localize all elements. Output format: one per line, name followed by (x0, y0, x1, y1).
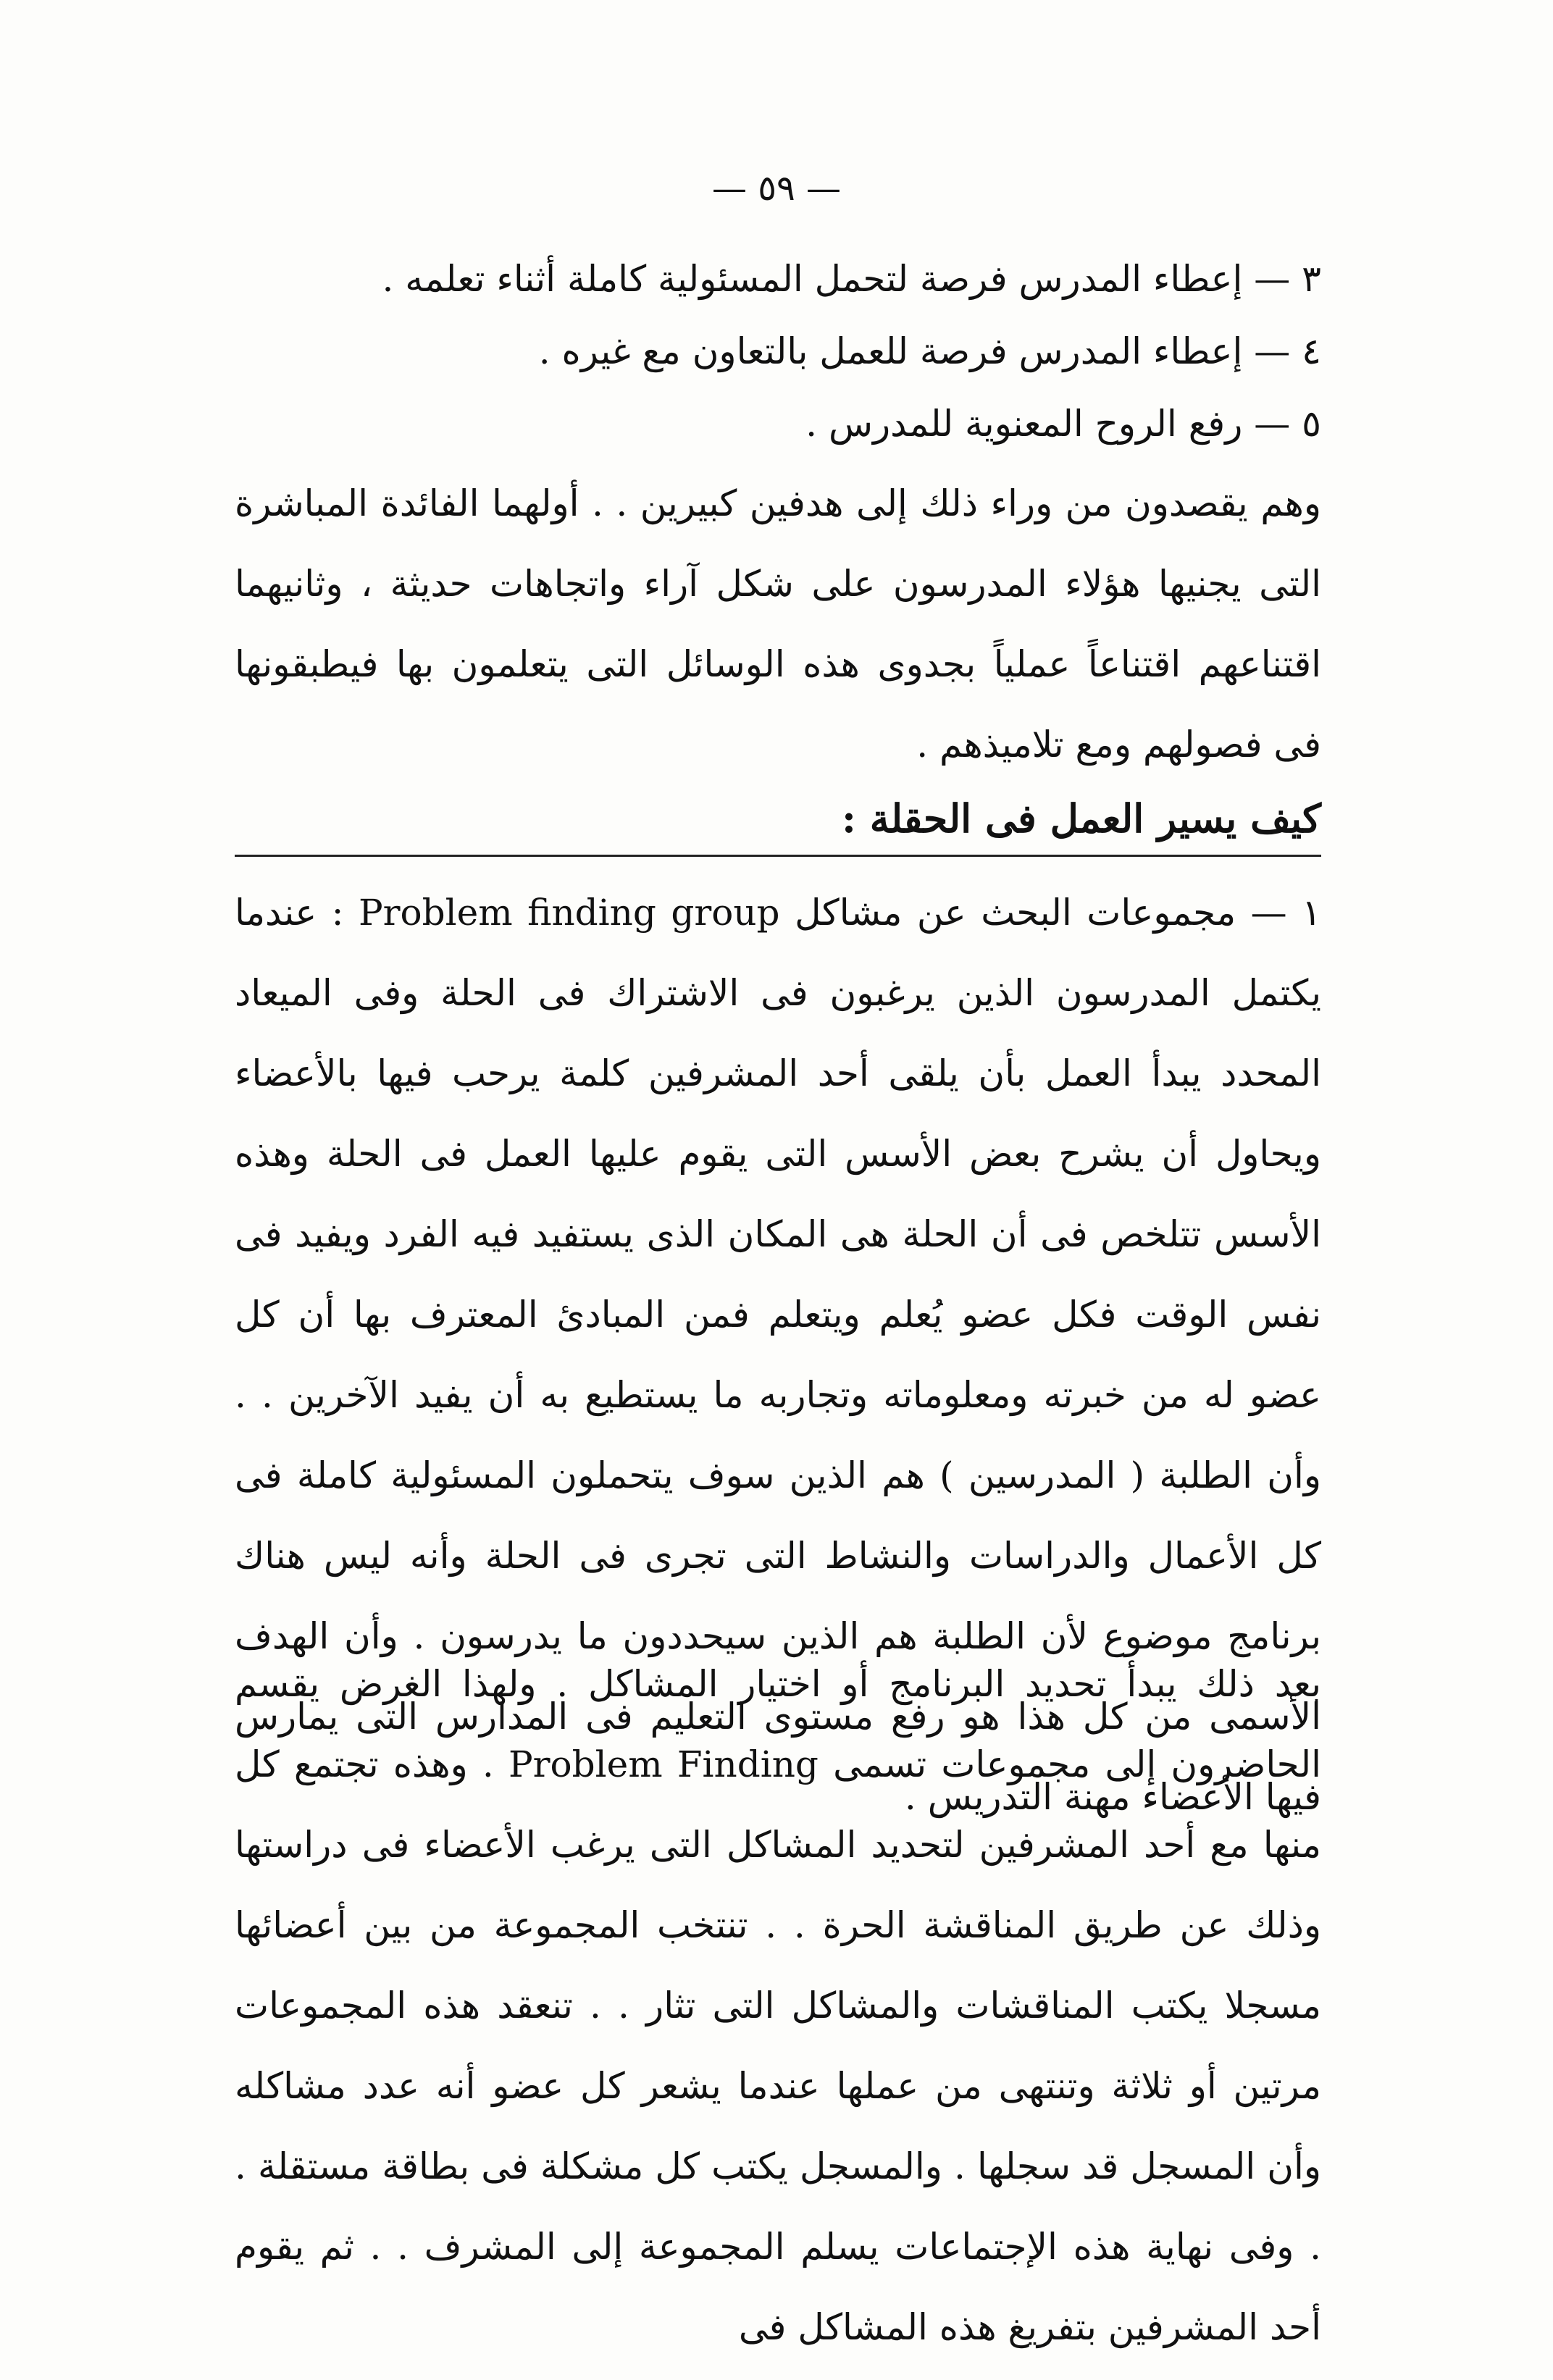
list-item: ٤ — إعطاء المدرس فرصة للعمل بالتعاون مع غيره . (538, 330, 1321, 372)
english-term: Problem finding group (359, 892, 780, 934)
paragraph-program (235, 1644, 1321, 2368)
list-prefix: ١ — مجموعات البحث عن مشاكل (795, 892, 1321, 934)
paragraph-body: : عندما يكتمل المدرسون الذين يرغبون فى الاشتراك فى الحلة وفى الميعاد المحدد يبدأ العمل بأن يلقى أحد المشرفين كلمة يرحب فيها بالأعضاء ويحاول أن يشرح بعض الأسس التى يقوم عليها العمل فى الحلة وهذه الأسس تتلخص فى أن الحلة هى المكان الذى يستفيد فيه الفرد ويفيد فى نفس الوقت فكل عضو يُعلم ويتعلم فمن المبادئ المعترف بها أن كل عضو له من خبرته ومعلوماته وتجاربه ما يستطيع به أن يفيد الآخرين . . وأن الطلبة ( المدرسين ) هم الذين سوف يتحملون المسئولية كاملة فى كل الأعمال والدراسات والنشاط التى تجرى فى الحلة وأنه ليس هناك برنامج موضوع لأن الطلبة هم الذين سيحددون ما يدرسون . وأن الهدف الأسمى من كل هذا هو رفع مستوى التعليم فى المدارس التى يمارس فيها الأعضاء مهنة التدريس . (235, 892, 1321, 1818)
list-item: ٣ — إعطاء المدرس فرصة لتحمل المسئولية كاملة أثناء تعلمه . (382, 258, 1321, 300)
numbered-list (235, 243, 1321, 460)
paragraph-goals (235, 464, 1321, 785)
section-heading: كيف يسير العمل فى الحقلة : (841, 795, 1321, 842)
english-term: Problem Finding (508, 1743, 819, 1785)
paragraph-body-start: بعد ذلك يبدأ تحديد البرنامج أو اختيار المشاكل . ولهذا الغرض يقسم الحاضرون إلى مجموعات تسمى (235, 1663, 1321, 1785)
paragraph-text: وهم يقصدون من وراء ذلك إلى هدفين كبيرين . . أولهما الفائدة المباشرة التى يجنيها هؤلاء المدرسون على شكل آراء واتجاهات حديثة ، وثانيهما اقتناعهم اقتناعاً عملياً بجدوى هذه الوسائل التى يتعلمون بها فيطبقونها فى فصولهم ومع تلاميذهم . (235, 482, 1321, 766)
page-number: — ٥٩ — (711, 168, 842, 209)
list-item: ٥ — رفع الروح المعنوية للمدرس . (805, 403, 1321, 445)
heading-underline (235, 855, 1321, 857)
paragraph-body-end: . وهذه تجتمع كل منها مع أحد المشرفين لتحديد المشاكل التى يرغب الأعضاء فى دراستها وذلك عن طريق المناقشة الحرة . . تنتخب المجموعة من بين أعضائها مسجلا يكتب المناقشات والمشاكل التى تثار . . تنعقد هذه المجموعات مرتين أو ثلاثة وتنتهى من عملها عندما يشعر كل عضو أنه عدد مشاكله وأن المسجل قد سجلها . والمسجل يكتب كل مشكلة فى بطاقة مستقلة . . وفى نهاية هذه الإجتماعات يسلم المجموعة إلى المشرف . . ثم يقوم أحد المشرفين بتفريغ هذه المشاكل فى (235, 1743, 1321, 2348)
paragraph-text (235, 1644, 1321, 2368)
